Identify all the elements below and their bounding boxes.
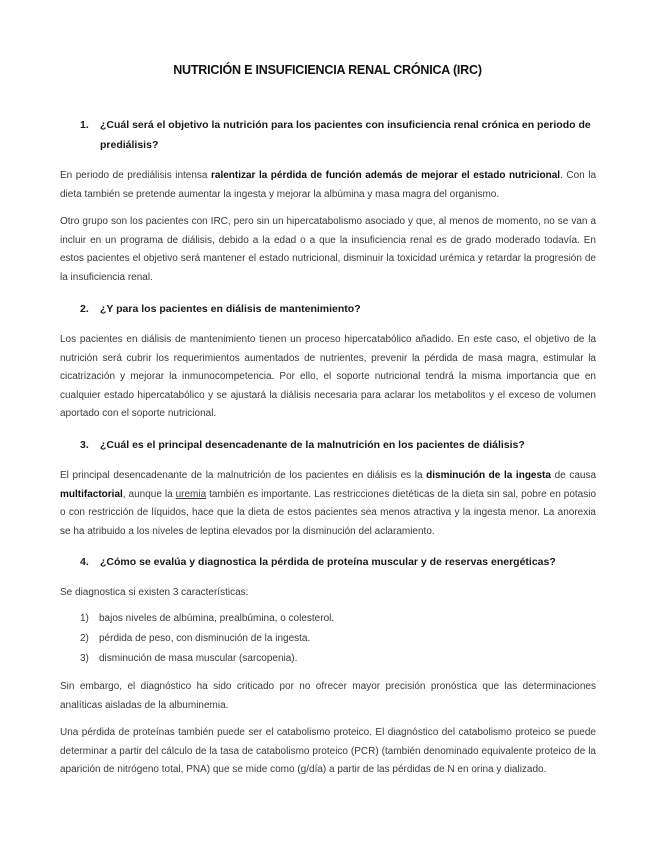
question-number: 1. [80, 119, 89, 131]
paragraph-4 [60, 467, 596, 541]
underlined-text-run: uremia [175, 488, 207, 500]
question-text: ¿Cómo se evalúa y diagnostica la pérdida de proteína muscular y de reservas energéticas? [100, 556, 556, 568]
list-marker: 3) [80, 653, 89, 664]
paragraph-5: Se diagnostica si existen 3 características: [60, 587, 249, 598]
paragraph-2: Otro grupo son los pacientes con IRC, pero sin un hipercatabolismo asociado y que, al menos de momento, no se van a incluir en un programa de diálisis, debido a la edad o a que la insuficiencia renal es de grado moderado todavía. En estos pacientes el objetivo será mantener el estado nutricional, disminuir la toxicidad urémica y retardar la progresión de la insuficiencia renal. [60, 216, 596, 283]
question-number: 3. [80, 439, 89, 451]
question-text-line-2: prediálisis? [100, 139, 159, 151]
paragraph-7: Una pérdida de proteínas también puede ser el catabolismo proteico. El diagnóstico del catabolismo proteico se puede determinar a partir del cálculo de la tasa de catabolismo proteico (PCR) (también denominado equivalente proteico de la aparición de nitrógeno total, PNA) que se mide como (g/día) a partir de las pérdidas de N en orina y dializado. [60, 727, 596, 775]
question-4 [80, 553, 580, 573]
paragraph-1 [60, 167, 596, 204]
list-item-text: bajos niveles de albúmina, prealbúmina, o colesterol. [99, 613, 335, 624]
document-title: NUTRICIÓN E INSUFICIENCIA RENAL CRÓNICA (IRC) [173, 63, 482, 77]
paragraph-3: Los pacientes en diálisis de mantenimiento tienen un proceso hipercatabólico añadido. En este caso, el objetivo de la nutrición será cubrir los requerimientos aumentados de nutrientes, prevenir la pérdida de masa magra, estimular la cicatrización y mejorar la inmunocompetencia. Por ello, el soporte nutricional tendrá la misma importancia que en cualquier estado hipercatabólico y se ajustará la diálisis necesaria para aclarar los metabolitos y el exceso de volumen aportado con el soporte nutricional. [60, 334, 596, 419]
list-marker: 1) [80, 613, 89, 624]
paragraph-6: Sin embargo, el diagnóstico ha sido criticado por no ofrecer mayor precisión pronóstica que las determinaciones analíticas aisladas de la albuminemia. [60, 681, 596, 711]
list-marker: 2) [80, 633, 89, 644]
text-run: de causa [550, 470, 597, 481]
question-1 [80, 116, 591, 156]
list-item-text: disminución de masa muscular (sarcopenia). [99, 653, 298, 664]
question-text: ¿Y para los pacientes en diálisis de mantenimiento? [100, 303, 361, 315]
text-run: . Con la dieta también se pretende aumentar la ingesta y mejorar la albúmina y masa magra del organismo. [60, 170, 597, 200]
question-text: ¿Cuál es el principal desencadenante de la malnutrición en los pacientes de diálisis? [100, 439, 525, 451]
text-run: , aunque la [122, 488, 176, 500]
text-run: también es importante. Las restricciones dietéticas de la dieta sin sal, pobre en potasio o con restricción de líquidos, hace que la dieta de estos pacientes sea menos atractiva y la ingesta menor. La anorexia se ha atribuido a los niveles de leptina elevados por la disminución del aclaramiento. [60, 488, 596, 537]
question-2 [80, 300, 580, 320]
bold-text-run: multifactorial [60, 488, 123, 500]
question-text-line-1: ¿Cuál será el objetivo la nutrición para los pacientes con insuficiencia renal crónica en periodo de [100, 119, 591, 131]
question-number: 4. [80, 556, 89, 568]
text-run: El principal desencadenante de la malnutrición de los pacientes en diálisis es la [60, 470, 427, 481]
question-number: 2. [80, 303, 89, 315]
text-run: En periodo de prediálisis intensa [60, 170, 211, 181]
question-3 [80, 436, 580, 456]
bold-text-run: disminución de la ingesta [426, 470, 551, 481]
list-item-text: pérdida de peso, con disminución de la ingesta. [99, 633, 311, 644]
bold-text-run: ralentizar la pérdida de función además de mejorar el estado nutricional [210, 170, 561, 181]
